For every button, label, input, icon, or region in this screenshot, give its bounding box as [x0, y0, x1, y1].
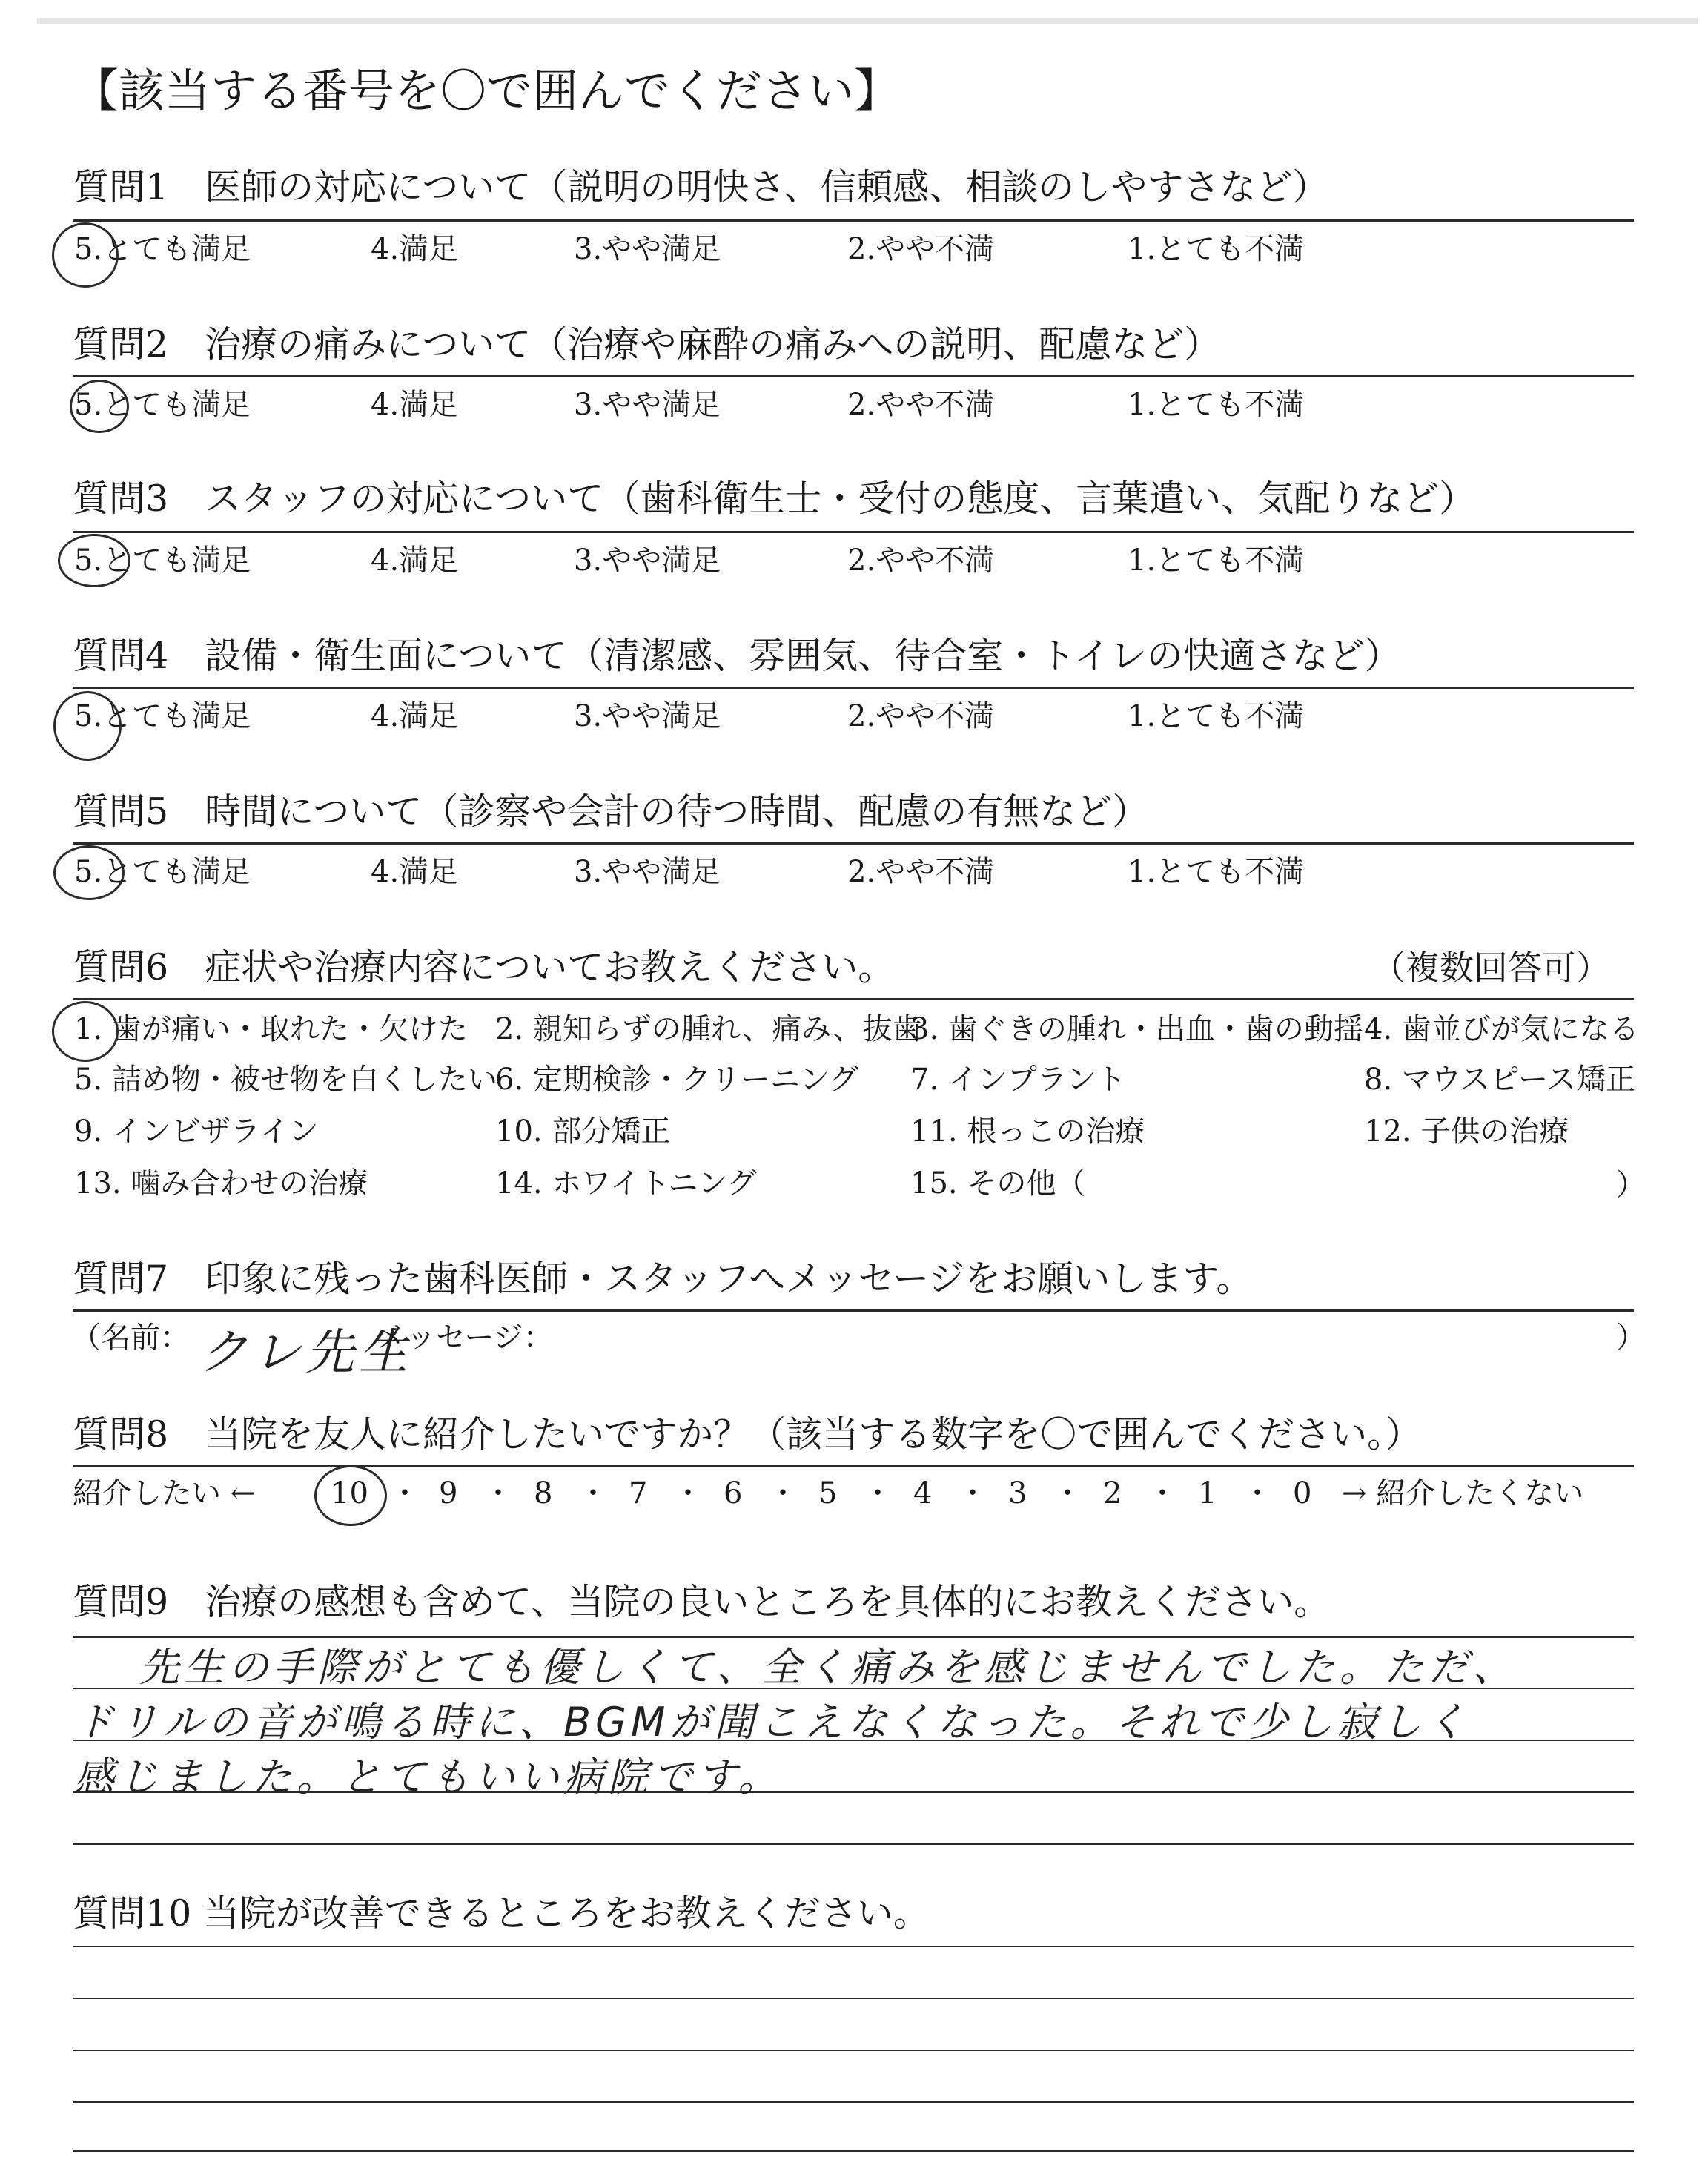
answer-circle-q6: [52, 1001, 119, 1062]
symptom-item-6[interactable]: 6. 定期検診・クリーニング: [495, 1063, 859, 1097]
answer-circle-q4: [53, 691, 122, 761]
answer-circle-q3: [58, 534, 130, 587]
question-2-title: 質問2 治療の痛みについて（治療や麻酔の痛みへの説明、配慮など）: [73, 323, 1221, 366]
handwritten-answer-line-2: ドリルの音が鳴る時に、BGMが聞こえなくなった。それで少し寂しく: [74, 1699, 1471, 1745]
option-3[interactable]: 3.やや満足: [574, 232, 721, 266]
question-5-rule: [73, 842, 1634, 845]
scale-3[interactable]: 3: [1008, 1476, 1027, 1510]
question-3-rule: [73, 531, 1634, 533]
option-4[interactable]: 4.満足: [371, 855, 459, 889]
scale-2[interactable]: 2: [1103, 1476, 1122, 1510]
symptom-item-7[interactable]: 7. インプラント: [910, 1063, 1126, 1097]
answer-circle-q5: [53, 845, 125, 900]
question-4-title: 質問4 設備・衛生面について（清潔感、雰囲気、待合室・トイレの快適さなど）: [73, 635, 1401, 677]
question-8-rule: [73, 1465, 1634, 1467]
name-label: （名前：: [71, 1321, 190, 1355]
scale-separator: ・: [673, 1476, 703, 1510]
improvement-line-4: [73, 2101, 1634, 2103]
option-5[interactable]: 5.とても満足: [74, 699, 251, 733]
symptom-item-8[interactable]: 8. マウスピース矯正: [1364, 1063, 1636, 1097]
message-close-paren: ）: [1616, 1321, 1646, 1355]
option-3[interactable]: 3.やや満足: [574, 544, 721, 578]
scale-separator: ・: [1242, 1476, 1272, 1510]
scale-separator: ・: [863, 1476, 893, 1510]
question-7-title: 質問7 印象に残った歯科医師・スタッフへメッセージをお願いします。: [73, 1258, 1253, 1300]
option-1[interactable]: 1.とても不満: [1128, 855, 1305, 889]
option-5[interactable]: 5.とても満足: [74, 232, 251, 266]
scale-5[interactable]: 5: [818, 1476, 838, 1510]
scale-separator: ・: [1053, 1476, 1082, 1510]
option-5[interactable]: 5.とても満足: [74, 388, 251, 422]
question-5-title: 質問5 時間について（診察や会計の待つ時間、配慮の有無など）: [73, 790, 1149, 833]
option-3[interactable]: 3.やや満足: [574, 388, 721, 422]
question-9-title: 質問9 治療の感想も含めて、当院の良いところを具体的にお教えください。: [73, 1581, 1331, 1623]
scale-separator: ・: [578, 1476, 608, 1510]
symptom-item-10[interactable]: 10. 部分矯正: [495, 1114, 671, 1149]
scale-0[interactable]: 0: [1293, 1476, 1312, 1510]
improvement-line-5: [73, 2150, 1634, 2152]
message-label: メッセージ：: [377, 1321, 553, 1355]
improvement-line-2: [73, 1998, 1634, 1999]
recommend-right-label: → 紹介したくない: [1342, 1476, 1584, 1510]
scale-separator: ・: [958, 1476, 987, 1510]
scale-separator: ・: [1148, 1476, 1177, 1510]
answer-line-5: [73, 1843, 1634, 1845]
question-6-title: 質問6 症状や治療内容についてお教えください。: [73, 946, 895, 988]
answer-circle-q1: [52, 222, 119, 288]
option-2[interactable]: 2.やや不満: [847, 699, 995, 733]
question-1-title: 質問1 医師の対応について（説明の明快さ、信頼感、相談のしやすさなど）: [73, 166, 1329, 208]
scale-separator: ・: [483, 1476, 513, 1510]
page-title: 【該当する番号を〇で囲んでください】: [73, 64, 901, 118]
option-5[interactable]: 5.とても満足: [74, 544, 251, 578]
symptom-item-2[interactable]: 2. 親知らずの腫れ、痛み、抜歯: [495, 1012, 922, 1046]
symptom-item-13[interactable]: 13. 噛み合わせの治療: [74, 1166, 368, 1200]
scale-7[interactable]: 7: [629, 1476, 648, 1510]
improvement-line-1: [73, 1946, 1634, 1947]
question-10-title: 質問10 当院が改善できるところをお教えください。: [73, 1892, 930, 1935]
symptom-item-4[interactable]: 4. 歯並びが気になる: [1364, 1012, 1639, 1046]
scale-1[interactable]: 1: [1198, 1476, 1217, 1510]
question-3-title: 質問3 スタッフの対応について（歯科衛生士・受付の態度、言葉遣い、気配りなど）: [73, 478, 1476, 520]
answer-circle-q8: [314, 1465, 387, 1526]
symptom-item-1[interactable]: 1. 歯が痛い・取れた・欠けた: [74, 1012, 468, 1046]
symptom-item-14[interactable]: 14. ホワイトニング: [495, 1166, 757, 1200]
other-close-paren: ）: [1616, 1168, 1646, 1202]
scale-9[interactable]: 9: [439, 1476, 458, 1510]
recommend-left-label: 紹介したい ←: [73, 1476, 256, 1510]
option-2[interactable]: 2.やや不満: [847, 855, 995, 889]
symptom-item-15[interactable]: 15. その他（: [910, 1166, 1086, 1200]
question-1-rule: [73, 219, 1634, 222]
scale-separator: ・: [390, 1476, 420, 1510]
option-2[interactable]: 2.やや不満: [847, 388, 995, 422]
question-8-title: 質問8 当院を友人に紹介したいですか？（該当する数字を〇で囲んでください。）: [73, 1413, 1422, 1456]
option-3[interactable]: 3.やや満足: [574, 699, 721, 733]
option-4[interactable]: 4.満足: [371, 544, 459, 578]
scale-4[interactable]: 4: [913, 1476, 933, 1510]
answer-circle-q2: [70, 380, 129, 433]
option-4[interactable]: 4.満足: [371, 232, 459, 266]
symptom-item-11[interactable]: 11. 根っこの治療: [910, 1114, 1145, 1149]
option-1[interactable]: 1.とても不満: [1128, 388, 1305, 422]
improvement-line-3: [73, 2050, 1634, 2051]
option-3[interactable]: 3.やや満足: [574, 855, 721, 889]
question-7-rule: [73, 1309, 1634, 1312]
option-1[interactable]: 1.とても不満: [1128, 544, 1305, 578]
option-2[interactable]: 2.やや不満: [847, 544, 995, 578]
handwritten-answer-line-1: 先生の手際がとても優しくて、全く痛みを感じませんでした。ただ、: [139, 1644, 1517, 1691]
option-1[interactable]: 1.とても不満: [1128, 699, 1305, 733]
scale-6[interactable]: 6: [724, 1476, 743, 1510]
multiple-answers-note: （複数回答可）: [1371, 948, 1610, 988]
symptom-item-12[interactable]: 12. 子供の治療: [1364, 1114, 1569, 1149]
question-6-rule: [73, 998, 1634, 1000]
option-4[interactable]: 4.満足: [371, 388, 459, 422]
handwritten-answer-line-3: 感じました。とてもいい病院です。: [74, 1754, 783, 1800]
symptom-item-9[interactable]: 9. インビザライン: [74, 1114, 319, 1149]
option-2[interactable]: 2.やや不満: [847, 232, 995, 266]
option-4[interactable]: 4.満足: [371, 699, 459, 733]
option-5[interactable]: 5.とても満足: [74, 855, 251, 889]
question-2-rule: [73, 375, 1634, 377]
handwritten-name: クレ先生: [199, 1324, 412, 1381]
option-1[interactable]: 1.とても不満: [1128, 232, 1305, 266]
scale-10[interactable]: 10: [331, 1476, 368, 1510]
symptom-item-3[interactable]: 3. 歯ぐきの腫れ・出血・歯の動揺: [910, 1012, 1363, 1046]
scale-separator: ・: [768, 1476, 798, 1510]
question-4-rule: [73, 687, 1634, 689]
top-edge-line: [37, 18, 1698, 24]
scale-8[interactable]: 8: [534, 1476, 553, 1510]
symptom-item-5[interactable]: 5. 詰め物・被せ物を白くしたい: [74, 1063, 497, 1097]
